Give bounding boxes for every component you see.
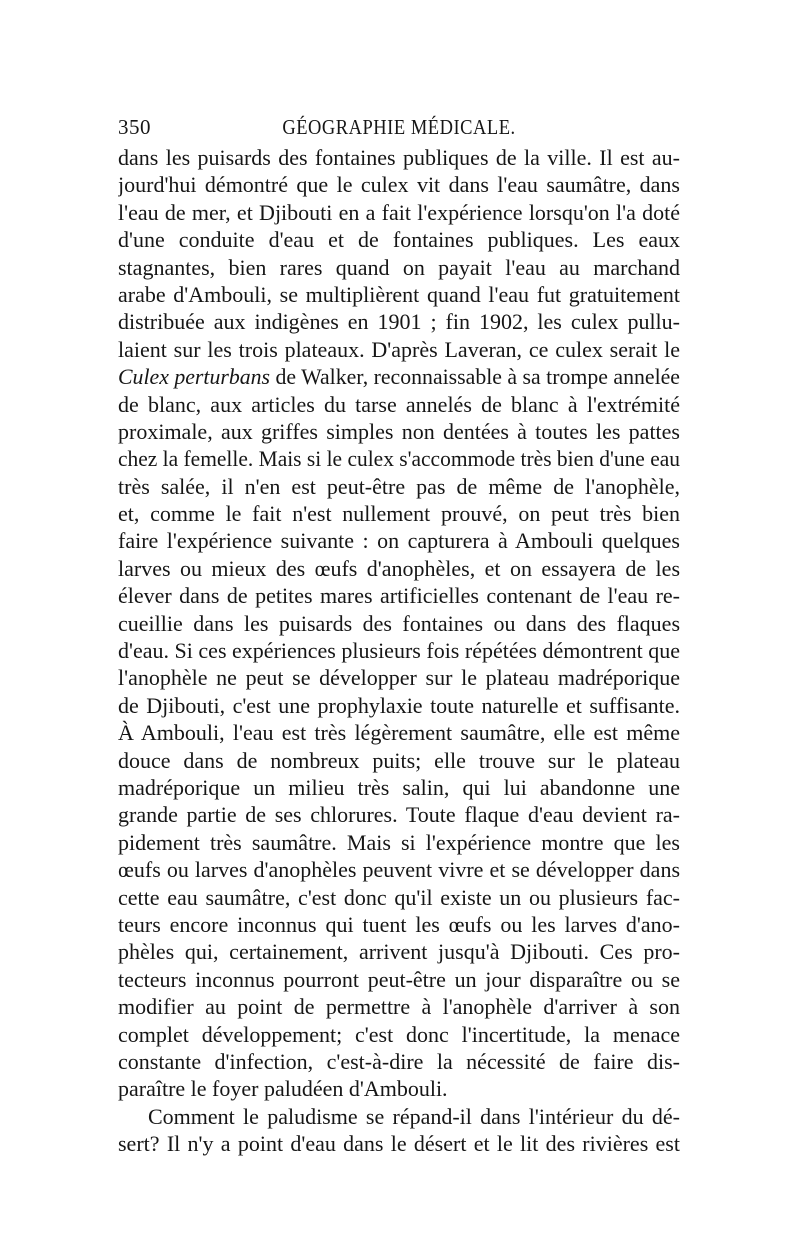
- text-line: constante d'infection, c'est-à-dire la nécessité de faire dis-: [118, 1048, 680, 1074]
- text-line: l'anophèle ne peut se développer sur le plateau madréporique: [118, 665, 680, 691]
- text-line: très salée, il n'en est peut-être pas de même de l'anophèle,: [118, 473, 680, 499]
- paragraph-start-line: Comment le paludisme se répand-il dans l'intérieur du dé-: [148, 1103, 680, 1129]
- text-line: distribuée aux indigènes en 1901 ; fin 1902, les culex pullu-: [118, 309, 680, 335]
- page-number: 350: [118, 115, 151, 139]
- text-line: jourd'hui démontré que le culex vit dans l'eau saumâtre, dans: [118, 172, 680, 198]
- text-line: cette eau saumâtre, c'est donc qu'il existe un ou plusieurs fac-: [118, 884, 680, 910]
- text-line: phèles qui, certainement, arrivent jusqu'à Djibouti. Ces pro-: [118, 939, 680, 965]
- text-line: madréporique un milieu très salin, qui lui abandonne une: [118, 774, 680, 800]
- text-line: teurs encore inconnus qui tuent les œufs ou les larves d'ano-: [118, 911, 680, 937]
- text-line: larves ou mieux des œufs d'anophèles, et on essayera de les: [118, 555, 680, 581]
- text-line: pidement très saumâtre. Mais si l'expérience montre que les: [118, 829, 680, 855]
- text-line: laient sur les trois plateaux. D'après Laveran, ce culex serait le: [118, 336, 680, 362]
- text-line: cueillie dans les puisards des fontaines ou dans des flaques: [118, 610, 680, 636]
- paragraph-end-line: paraître le foyer paludéen d'Ambouli.: [118, 1076, 448, 1102]
- text-line: chez la femelle. Mais si le culex s'accommode très bien d'une eau: [118, 446, 680, 472]
- text-line: arabe d'Ambouli, se multiplièrent quand l'eau fut gratuitement: [118, 281, 680, 307]
- text-line: l'eau de mer, et Djibouti en a fait l'expérience lorsqu'on l'a doté: [118, 199, 680, 225]
- text-line: faire l'expérience suivante : on capturera à Ambouli quelques: [118, 528, 680, 554]
- text-line: modifier au point de permettre à l'anophèle d'arriver à son: [118, 994, 680, 1020]
- text-line: œufs ou larves d'anophèles peuvent vivre et se développer dans: [118, 857, 680, 883]
- text-line: dans les puisards des fontaines publiques de la ville. Il est au-: [118, 145, 680, 170]
- text-line: de Djibouti, c'est une prophylaxie toute naturelle et suffisante.: [118, 692, 680, 718]
- text-line: d'une conduite d'eau et de fontaines publiques. Les eaux: [118, 227, 680, 253]
- text-line-remainder: de Walker, reconnaissable à sa trompe annelée: [275, 364, 680, 390]
- text-line-with-species: [118, 363, 680, 390]
- text-line: stagnantes, bien rares quand on payait l'eau au marchand: [118, 254, 680, 280]
- running-title: GÉOGRAPHIE MÉDICALE.: [282, 115, 516, 139]
- body-text: [118, 144, 680, 1157]
- text-line: douce dans de nombreux puits; elle trouve sur le plateau: [118, 747, 680, 773]
- text-line: élever dans de petites mares artificielles contenant de l'eau re-: [118, 583, 680, 609]
- text-line: complet développement; c'est donc l'incertitude, la menace: [118, 1021, 680, 1047]
- text-line: À Ambouli, l'eau est très légèrement saumâtre, elle est même: [118, 720, 680, 746]
- text-line: tecteurs inconnus pourront peut-être un jour disparaître ou se: [118, 966, 680, 992]
- text-line: sert? Il n'y a point d'eau dans le désert et le lit des rivières est: [118, 1131, 680, 1157]
- running-head: [118, 112, 680, 142]
- text-line: et, comme le fait n'est nullement prouvé, on peut très bien: [118, 501, 680, 527]
- text-line: d'eau. Si ces expériences plusieurs fois répétées démontrent que: [118, 638, 680, 664]
- text-line: grande partie de ses chlorures. Toute flaque d'eau devient ra-: [118, 802, 680, 828]
- text-line: proximale, aux griffes simples non dentées à toutes les pattes: [118, 418, 680, 444]
- text-line: de blanc, aux articles du tarse annelés de blanc à l'extrémité: [118, 391, 680, 417]
- species-name: Culex perturbans: [118, 364, 271, 390]
